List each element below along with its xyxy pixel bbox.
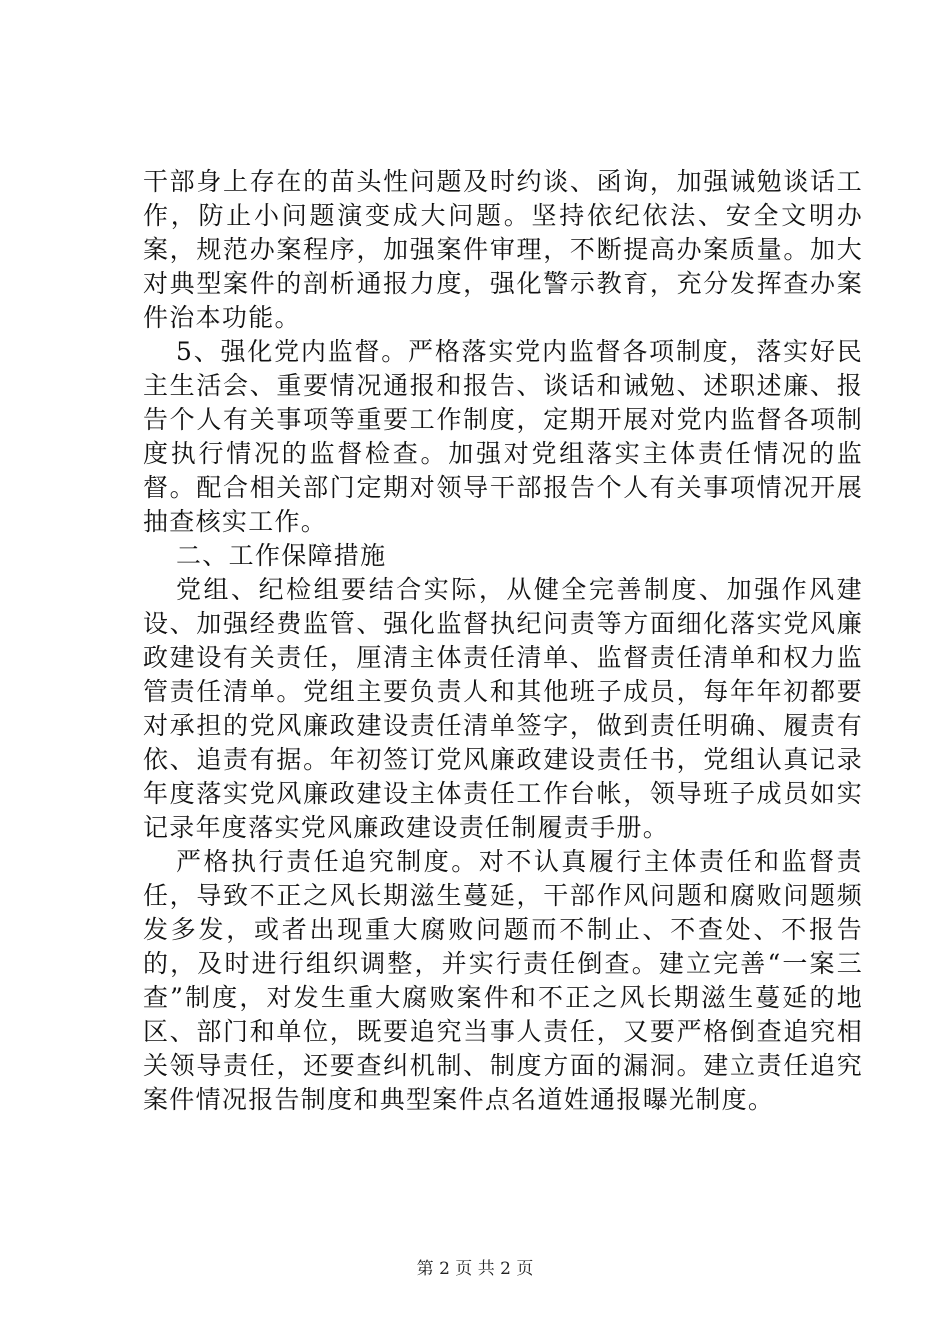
- section-heading-work-guarantee: 二、工作保障措施: [176, 541, 387, 570]
- paragraph-responsibility-list: 党组、纪检组要结合实际，从健全完善制度、加强作风建设、加强经费监管、强化监督执纪问责等方面细化落实党风廉政建设有关责任，厘清主体责任清单、监督责任清单和权力监管责任清单。党组主要负责人和其他班子成员，每年年初都要对承担的党风廉政建设责任清单签字，做到责任明确、履责有依、追责有据。年初签订党风廉政建设责任书，党组认真记录年度落实党风廉政建设主体责任工作台帐，领导班子成员如实记录年度落实党风廉政建设责任制履责手册。: [143, 575, 863, 842]
- page-number-footer: 第 2 页 共 2 页: [416, 1259, 534, 1279]
- paragraph-accountability: 严格执行责任追究制度。对不认真履行主体责任和监督责任，导致不正之风长期滋生蔓延，干部作风问题和腐败问题频发多发，或者出现重大腐败问题而不制止、不查处、不报告的，及时进行组织调整，并实行责任倒查。建立完善“一案三查”制度，对发生重大腐败案件和不正之风长期滋生蔓延的地区、部门和单位，既要追究当事人责任，又要严格倒查追究相关领导责任，还要查纠机制、制度方面的漏洞。建立责任追究案件情况报告制度和典型案件点名道姓通报曝光制度。: [143, 847, 863, 1114]
- paragraph-continuation: 干部身上存在的苗头性问题及时约谈、函询，加强诫勉谈话工作，防止小问题演变成大问题。坚持依纪依法、安全文明办案，规范办案程序，加强案件审理，不断提高办案质量。加大对典型案件的剖析通报力度，强化警示教育，充分发挥查办案件治本功能。: [143, 167, 863, 332]
- document-body: [143, 165, 863, 1117]
- paragraph-party-supervision: 5、强化党内监督。严格落实党内监督各项制度，落实好民主生活会、重要情况通报和报告、谈话和诫勉、述职述廉、报告个人有关事项等重要工作制度，定期开展对党内监督各项制度执行情况的监督检查。加强对党组落实主体责任情况的监督。配合相关部门定期对领导干部报告个人有关事项情况开展抽查核实工作。: [143, 337, 863, 536]
